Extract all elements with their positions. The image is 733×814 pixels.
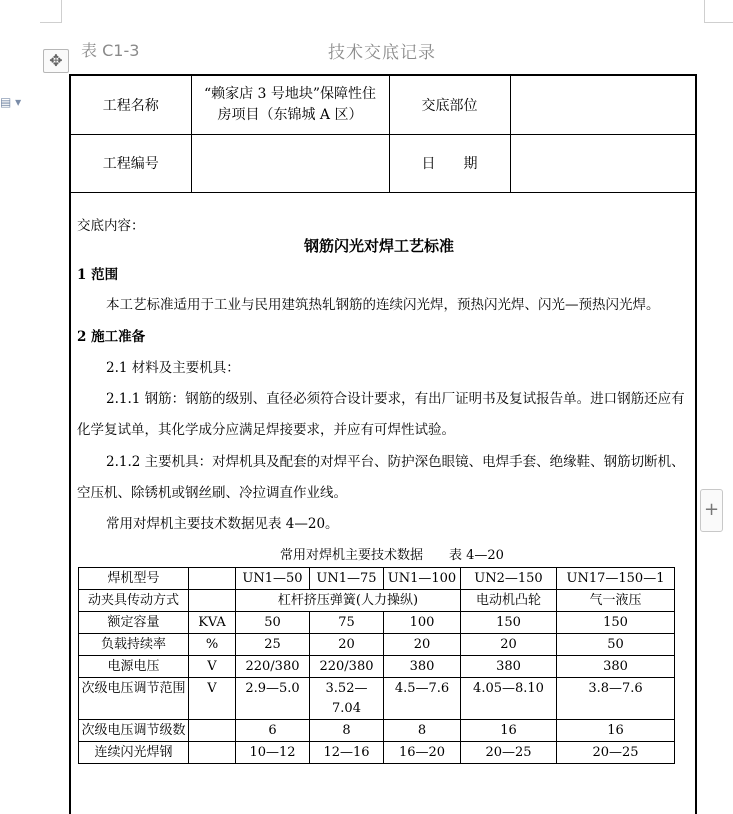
- unit-cell: [189, 568, 236, 590]
- drive-cell: 电动机凸轮: [461, 590, 557, 612]
- procedure-title: 钢筋闪光对焊工艺标准: [304, 237, 455, 255]
- section-2-1-1-line2: 化学复试单，其化学成分应满足焊接要求，并应有可焊性试验。: [77, 422, 455, 438]
- crop-mark: [704, 22, 733, 23]
- section-2-1-2-line1: 2.1.2 主要机具：对焊机具及配套的对焊平台、防护深色眼镜、电焊手套、绝缘鞋、钢筋切断机、: [106, 454, 685, 470]
- value-cell: 8: [384, 720, 461, 742]
- project-no-value[interactable]: [191, 134, 389, 192]
- doc-title: 技术交底记录: [328, 43, 436, 63]
- move-handle-icon: ✥: [49, 51, 63, 70]
- value-cell: 8: [310, 720, 384, 742]
- row-label: 次级电压调节级数: [79, 720, 189, 742]
- value-cell: 10—12: [236, 742, 310, 764]
- value-cell: 3.52—7.04: [310, 678, 384, 720]
- value-cell: 6: [236, 720, 310, 742]
- value-cell: 100: [384, 612, 461, 634]
- date-value[interactable]: [510, 134, 695, 192]
- unit-cell: KVA: [189, 612, 236, 634]
- record-frame: [69, 74, 697, 814]
- model-cell: UN1—75: [310, 568, 384, 590]
- part-label: 交底部位: [389, 76, 510, 134]
- value-cell: 4.05—8.10: [461, 678, 557, 720]
- form-id: 表 C1-3: [81, 41, 140, 60]
- row-label: 焊机型号: [79, 568, 189, 590]
- model-cell: UN1—50: [236, 568, 310, 590]
- row-label: 次级电压调节范围: [79, 678, 189, 720]
- model-cell: UN1—100: [384, 568, 461, 590]
- value-cell: 3.8—7.6: [557, 678, 675, 720]
- row-label: 连续闪光焊钢: [79, 742, 189, 764]
- value-cell: 16: [557, 720, 675, 742]
- value-cell: 380: [557, 656, 675, 678]
- section-2-1-1-line1: 2.1.1 钢筋：钢筋的级别、直径必须符合设计要求，有出厂证明书及复试报告单。进口钢筋还应有: [106, 391, 685, 407]
- header-table: [71, 76, 695, 193]
- drive-cell: 气一液压: [557, 590, 675, 612]
- value-cell: 25: [236, 634, 310, 656]
- row-label: 负载持续率: [79, 634, 189, 656]
- section-1-text: 本工艺标准适用于工业与民用建筑热轧钢筋的连续闪光焊，预热闪光焊、闪光—预热闪光焊。: [106, 297, 660, 313]
- project-no-label: 工程编号: [71, 134, 191, 192]
- unit-cell: [189, 742, 236, 764]
- section-2-heading: 2 施工准备: [77, 329, 146, 345]
- model-cell: UN17—150—1: [557, 568, 675, 590]
- model-cell: UN2—150: [461, 568, 557, 590]
- document-margin-icon[interactable]: ▤ ▾: [0, 95, 22, 109]
- unit-cell: [189, 590, 236, 612]
- unit-cell: %: [189, 634, 236, 656]
- section-2-1: 2.1 材料及主要机具：: [106, 360, 240, 376]
- value-cell: 16: [461, 720, 557, 742]
- value-cell: 50: [557, 634, 675, 656]
- section-1-heading: 1 范围: [77, 267, 119, 283]
- unit-cell: V: [189, 656, 236, 678]
- welder-spec-table: [78, 567, 675, 764]
- value-cell: 20: [384, 634, 461, 656]
- table-reference-note: 常用对焊机主要技术数据见表 4—20。: [106, 516, 339, 532]
- date-label: 日 期: [389, 134, 510, 192]
- part-value[interactable]: [510, 76, 695, 134]
- value-cell: 150: [461, 612, 557, 634]
- row-label: 额定容量: [79, 612, 189, 634]
- content-intro: 交底内容：: [77, 218, 145, 234]
- value-cell: 20: [310, 634, 384, 656]
- value-cell: 16—20: [384, 742, 461, 764]
- row-label: 动夹具传动方式: [79, 590, 189, 612]
- unit-cell: [189, 720, 236, 742]
- unit-cell: V: [189, 678, 236, 720]
- project-name-value[interactable]: “赖家店 3 号地块”保障性住房项目（东锦城 A 区）: [191, 76, 389, 134]
- add-button[interactable]: [700, 489, 723, 532]
- value-cell: 380: [461, 656, 557, 678]
- value-cell: 75: [310, 612, 384, 634]
- value-cell: 220/380: [236, 656, 310, 678]
- value-cell: 2.9—5.0: [236, 678, 310, 720]
- row-label: 电源电压: [79, 656, 189, 678]
- value-cell: 220/380: [310, 656, 384, 678]
- crop-mark: [704, 0, 705, 22]
- value-cell: 12—16: [310, 742, 384, 764]
- value-cell: 20—25: [461, 742, 557, 764]
- project-name-label: 工程名称: [71, 76, 191, 134]
- crop-mark: [61, 0, 62, 22]
- value-cell: 380: [384, 656, 461, 678]
- table-move-handle[interactable]: [43, 49, 69, 73]
- value-cell: 150: [557, 612, 675, 634]
- table-caption: 常用对焊机主要技术数据 表 4—20: [280, 548, 504, 563]
- plus-icon: +: [703, 499, 720, 520]
- crop-mark: [40, 22, 62, 23]
- section-2-1-2-line2: 空压机、除锈机或钢丝刷、冷拉调直作业线。: [77, 485, 347, 501]
- drive-cell: 杠杆挤压弹簧(人力操纵): [236, 590, 461, 612]
- value-cell: 4.5—7.6: [384, 678, 461, 720]
- value-cell: 20: [461, 634, 557, 656]
- value-cell: 50: [236, 612, 310, 634]
- value-cell: 20—25: [557, 742, 675, 764]
